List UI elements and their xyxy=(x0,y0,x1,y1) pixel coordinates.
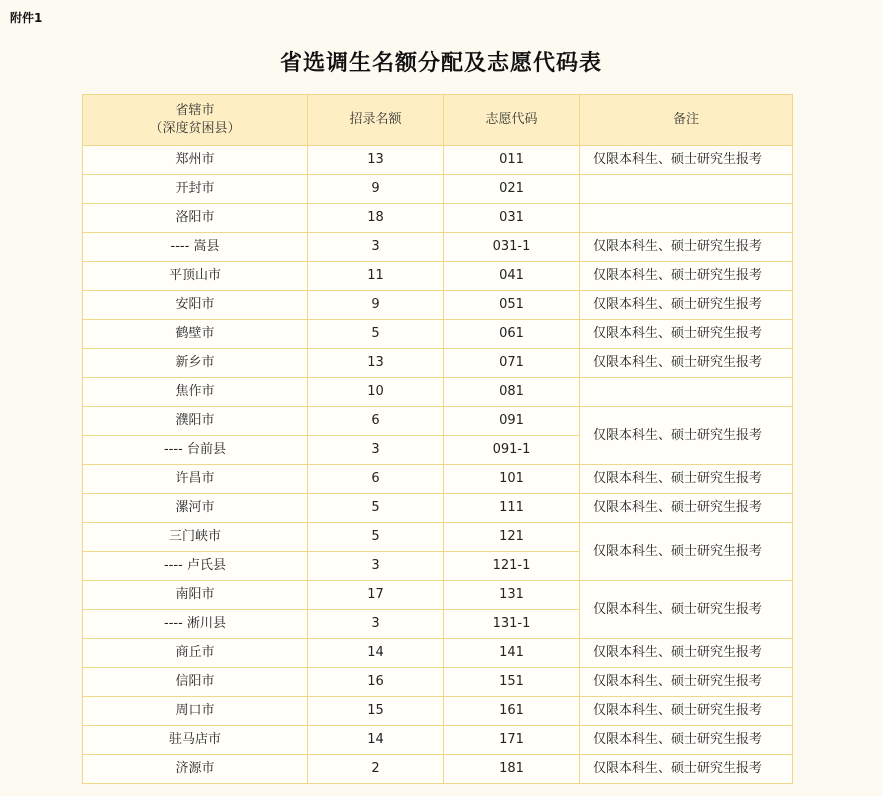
code-cell: 091-1 xyxy=(444,436,580,465)
code-cell: 101 xyxy=(444,465,580,494)
header-city xyxy=(83,95,308,146)
table-body xyxy=(83,146,793,784)
quota-cell: 6 xyxy=(308,407,444,436)
remark-cell xyxy=(580,175,793,204)
table-row xyxy=(83,697,793,726)
code-cell: 041 xyxy=(444,262,580,291)
code-cell: 031-1 xyxy=(444,233,580,262)
remark-cell: 仅限本科生、硕士研究生报考 xyxy=(580,407,793,465)
city-cell: 郑州市 xyxy=(83,146,308,175)
city-cell: 信阳市 xyxy=(83,668,308,697)
quota-cell: 3 xyxy=(308,233,444,262)
city-cell: 许昌市 xyxy=(83,465,308,494)
city-cell: 焦作市 xyxy=(83,378,308,407)
table-row xyxy=(83,320,793,349)
table-row xyxy=(83,639,793,668)
table-row xyxy=(83,146,793,175)
remark-cell: 仅限本科生、硕士研究生报考 xyxy=(580,233,793,262)
attachment-label: 附件1 xyxy=(10,11,43,25)
table-row xyxy=(83,262,793,291)
table-row xyxy=(83,581,793,610)
table-row xyxy=(83,175,793,204)
city-cell: 平顶山市 xyxy=(83,262,308,291)
quota-cell: 18 xyxy=(308,204,444,233)
quota-cell: 10 xyxy=(308,378,444,407)
city-cell: 南阳市 xyxy=(83,581,308,610)
city-cell: 洛阳市 xyxy=(83,204,308,233)
remark-cell: 仅限本科生、硕士研究生报考 xyxy=(580,465,793,494)
code-cell: 111 xyxy=(444,494,580,523)
city-cell: 新乡市 xyxy=(83,349,308,378)
table-row xyxy=(83,523,793,552)
table-row xyxy=(83,668,793,697)
quota-cell: 6 xyxy=(308,465,444,494)
quota-cell: 13 xyxy=(308,146,444,175)
quota-cell: 5 xyxy=(308,320,444,349)
code-cell: 161 xyxy=(444,697,580,726)
table-row xyxy=(83,204,793,233)
city-cell: 鹤壁市 xyxy=(83,320,308,349)
quota-cell: 3 xyxy=(308,552,444,581)
header-remark: 备注 xyxy=(580,95,793,146)
quota-cell: 14 xyxy=(308,639,444,668)
city-cell: 驻马店市 xyxy=(83,726,308,755)
code-cell: 091 xyxy=(444,407,580,436)
quota-cell: 9 xyxy=(308,175,444,204)
remark-cell: 仅限本科生、硕士研究生报考 xyxy=(580,697,793,726)
remark-cell: 仅限本科生、硕士研究生报考 xyxy=(580,726,793,755)
table-row xyxy=(83,755,793,784)
table-row xyxy=(83,465,793,494)
city-cell: 濮阳市 xyxy=(83,407,308,436)
quota-cell: 2 xyxy=(308,755,444,784)
remark-cell: 仅限本科生、硕士研究生报考 xyxy=(580,262,793,291)
table-row xyxy=(83,233,793,262)
code-cell: 121 xyxy=(444,523,580,552)
remark-cell: 仅限本科生、硕士研究生报考 xyxy=(580,146,793,175)
quota-cell: 14 xyxy=(308,726,444,755)
city-cell: ---- 卢氏县 xyxy=(83,552,308,581)
city-cell: 安阳市 xyxy=(83,291,308,320)
quota-cell: 5 xyxy=(308,523,444,552)
remark-cell: 仅限本科生、硕士研究生报考 xyxy=(580,494,793,523)
code-cell: 151 xyxy=(444,668,580,697)
code-cell: 061 xyxy=(444,320,580,349)
page-title: 省选调生名额分配及志愿代码表 xyxy=(279,51,602,76)
remark-cell: 仅限本科生、硕士研究生报考 xyxy=(580,668,793,697)
header-city-line2: （深度贫困县） xyxy=(149,121,241,136)
code-cell: 121-1 xyxy=(444,552,580,581)
city-cell: 漯河市 xyxy=(83,494,308,523)
header-code: 志愿代码 xyxy=(444,95,580,146)
remark-cell: 仅限本科生、硕士研究生报考 xyxy=(580,320,793,349)
table-row xyxy=(83,494,793,523)
code-cell: 171 xyxy=(444,726,580,755)
code-cell: 181 xyxy=(444,755,580,784)
table-row xyxy=(83,726,793,755)
code-cell: 071 xyxy=(444,349,580,378)
table-header xyxy=(83,95,793,146)
header-quota: 招录名额 xyxy=(308,95,444,146)
quota-cell: 11 xyxy=(308,262,444,291)
table-row xyxy=(83,291,793,320)
city-cell: ---- 淅川县 xyxy=(83,610,308,639)
quota-cell: 3 xyxy=(308,436,444,465)
table-row xyxy=(83,378,793,407)
code-cell: 011 xyxy=(444,146,580,175)
remark-cell: 仅限本科生、硕士研究生报考 xyxy=(580,523,793,581)
code-cell: 031 xyxy=(444,204,580,233)
quota-table xyxy=(82,94,793,784)
quota-cell: 9 xyxy=(308,291,444,320)
header-row xyxy=(83,95,793,146)
quota-cell: 16 xyxy=(308,668,444,697)
quota-cell: 15 xyxy=(308,697,444,726)
remark-cell: 仅限本科生、硕士研究生报考 xyxy=(580,755,793,784)
code-cell: 141 xyxy=(444,639,580,668)
code-cell: 081 xyxy=(444,378,580,407)
code-cell: 131-1 xyxy=(444,610,580,639)
city-cell: 济源市 xyxy=(83,755,308,784)
table-row xyxy=(83,349,793,378)
quota-cell: 17 xyxy=(308,581,444,610)
city-cell: ---- 台前县 xyxy=(83,436,308,465)
quota-cell: 5 xyxy=(308,494,444,523)
remark-cell xyxy=(580,378,793,407)
remark-cell: 仅限本科生、硕士研究生报考 xyxy=(580,291,793,320)
quota-cell: 3 xyxy=(308,610,444,639)
remark-cell: 仅限本科生、硕士研究生报考 xyxy=(580,639,793,668)
quota-cell: 13 xyxy=(308,349,444,378)
code-cell: 131 xyxy=(444,581,580,610)
city-cell: ---- 嵩县 xyxy=(83,233,308,262)
header-city-line1: 省辖市 xyxy=(175,103,215,118)
city-cell: 商丘市 xyxy=(83,639,308,668)
city-cell: 开封市 xyxy=(83,175,308,204)
code-cell: 021 xyxy=(444,175,580,204)
code-cell: 051 xyxy=(444,291,580,320)
remark-cell: 仅限本科生、硕士研究生报考 xyxy=(580,581,793,639)
table-row xyxy=(83,407,793,436)
remark-cell xyxy=(580,204,793,233)
city-cell: 周口市 xyxy=(83,697,308,726)
city-cell: 三门峡市 xyxy=(83,523,308,552)
remark-cell: 仅限本科生、硕士研究生报考 xyxy=(580,349,793,378)
